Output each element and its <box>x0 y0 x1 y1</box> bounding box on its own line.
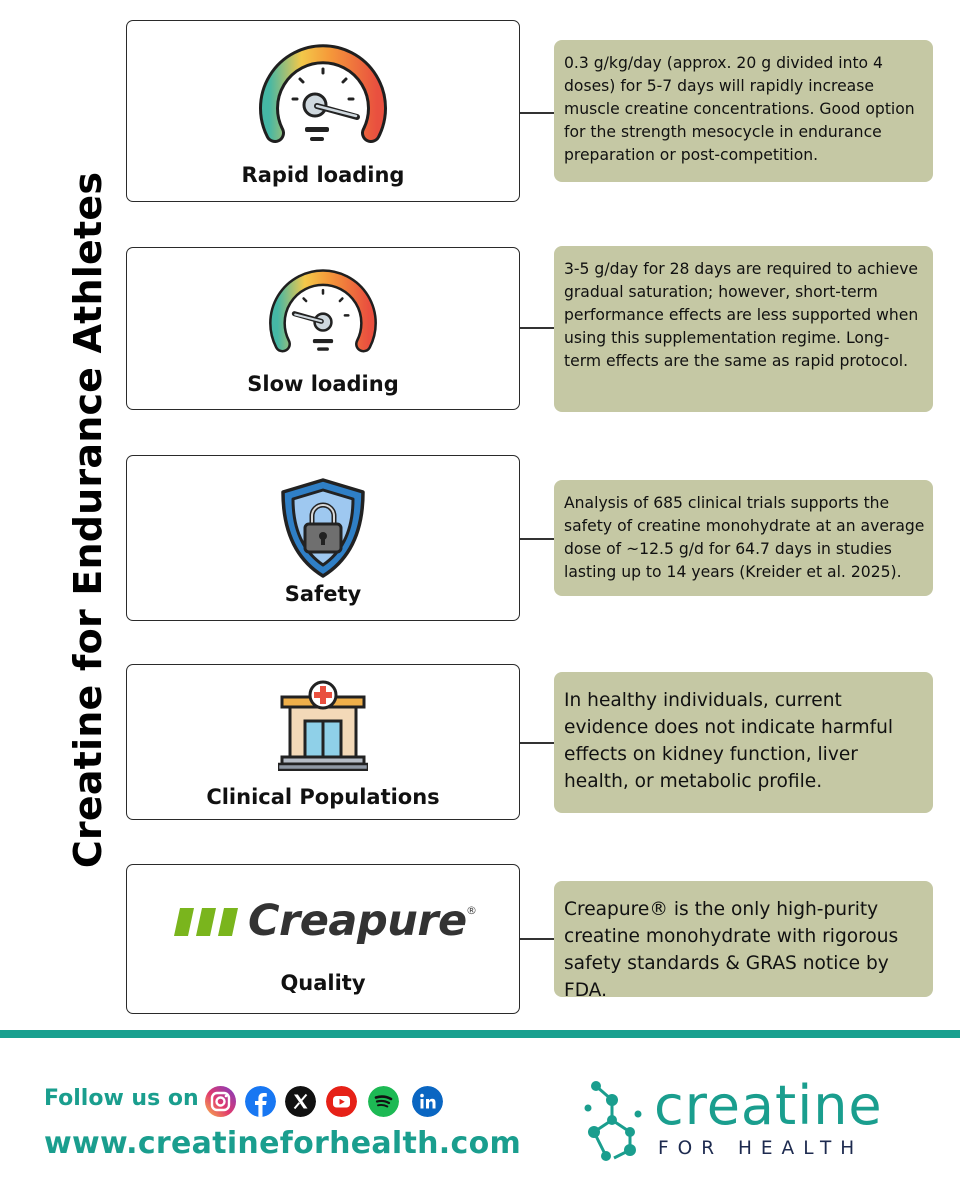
spotify-icon[interactable] <box>368 1086 399 1117</box>
speedometer-fast-icon <box>253 37 393 153</box>
linkedin-icon[interactable] <box>412 1086 443 1117</box>
note-slow-loading: 3-5 g/day for 28 days are required to achieve gradual saturation; however, short-term performance effects are less supported when using this supplementation regime. Long-term effects are the same as rapid protocol. <box>554 246 933 412</box>
registered-mark: ® <box>466 904 477 917</box>
footer-divider <box>0 1030 960 1038</box>
molecule-logo-icon <box>584 1078 646 1164</box>
page-title: Creatine for Endurance Athletes <box>66 171 110 869</box>
connector-line <box>520 538 554 540</box>
brand-logo-subtitle: FOR HEALTH <box>658 1138 864 1159</box>
youtube-icon[interactable] <box>326 1086 357 1117</box>
card-safety <box>126 455 520 621</box>
hospital-icon <box>278 679 368 771</box>
card-slow-loading <box>126 247 520 410</box>
connector-line <box>520 742 554 744</box>
follow-label: Follow us on <box>44 1086 199 1111</box>
card-label: Safety <box>284 582 362 606</box>
connector-line <box>520 938 554 940</box>
instagram-icon[interactable] <box>205 1086 236 1117</box>
card-rapid-loading <box>126 20 520 202</box>
facebook-icon[interactable] <box>245 1086 276 1117</box>
creapure-logo: Creapure <box>248 896 467 946</box>
card-label: Slow loading <box>247 372 399 396</box>
card-clinical-populations <box>126 664 520 820</box>
brand-logo-word: creatine <box>654 1074 883 1137</box>
note-rapid-loading: 0.3 g/kg/day (approx. 20 g divided into 4 doses) for 5-7 days will rapidly increase muscle creatine concentrations. Good option for the strength mesocycle in endurance preparation or post-competition. <box>554 40 933 182</box>
card-label: Quality <box>280 971 366 995</box>
note-quality: Creapure® is the only high-purity creatine monohydrate with rigorous safety standards & GRAS notice by FDA. <box>554 881 933 997</box>
connector-line <box>520 112 554 114</box>
card-label: Rapid loading <box>241 163 405 187</box>
creapure-logo-mark-icon <box>174 906 240 938</box>
note-safety: Analysis of 685 clinical trials supports the safety of creatine monohydrate at an average dose of ~12.5 g/d for 64.7 days in studies lasting up to 14 years (Kreider et al. 2025). <box>554 480 933 596</box>
note-clinical-populations: In healthy individuals, current evidence does not indicate harmful effects on kidney function, liver health, or metabolic profile. <box>554 672 933 813</box>
website-link[interactable]: www.creatineforhealth.com <box>44 1126 522 1161</box>
connector-line <box>520 327 554 329</box>
x-icon[interactable] <box>285 1086 316 1117</box>
shield-lock-icon <box>277 476 369 580</box>
speedometer-slow-icon <box>264 262 382 362</box>
card-label: Clinical Populations <box>206 785 440 809</box>
